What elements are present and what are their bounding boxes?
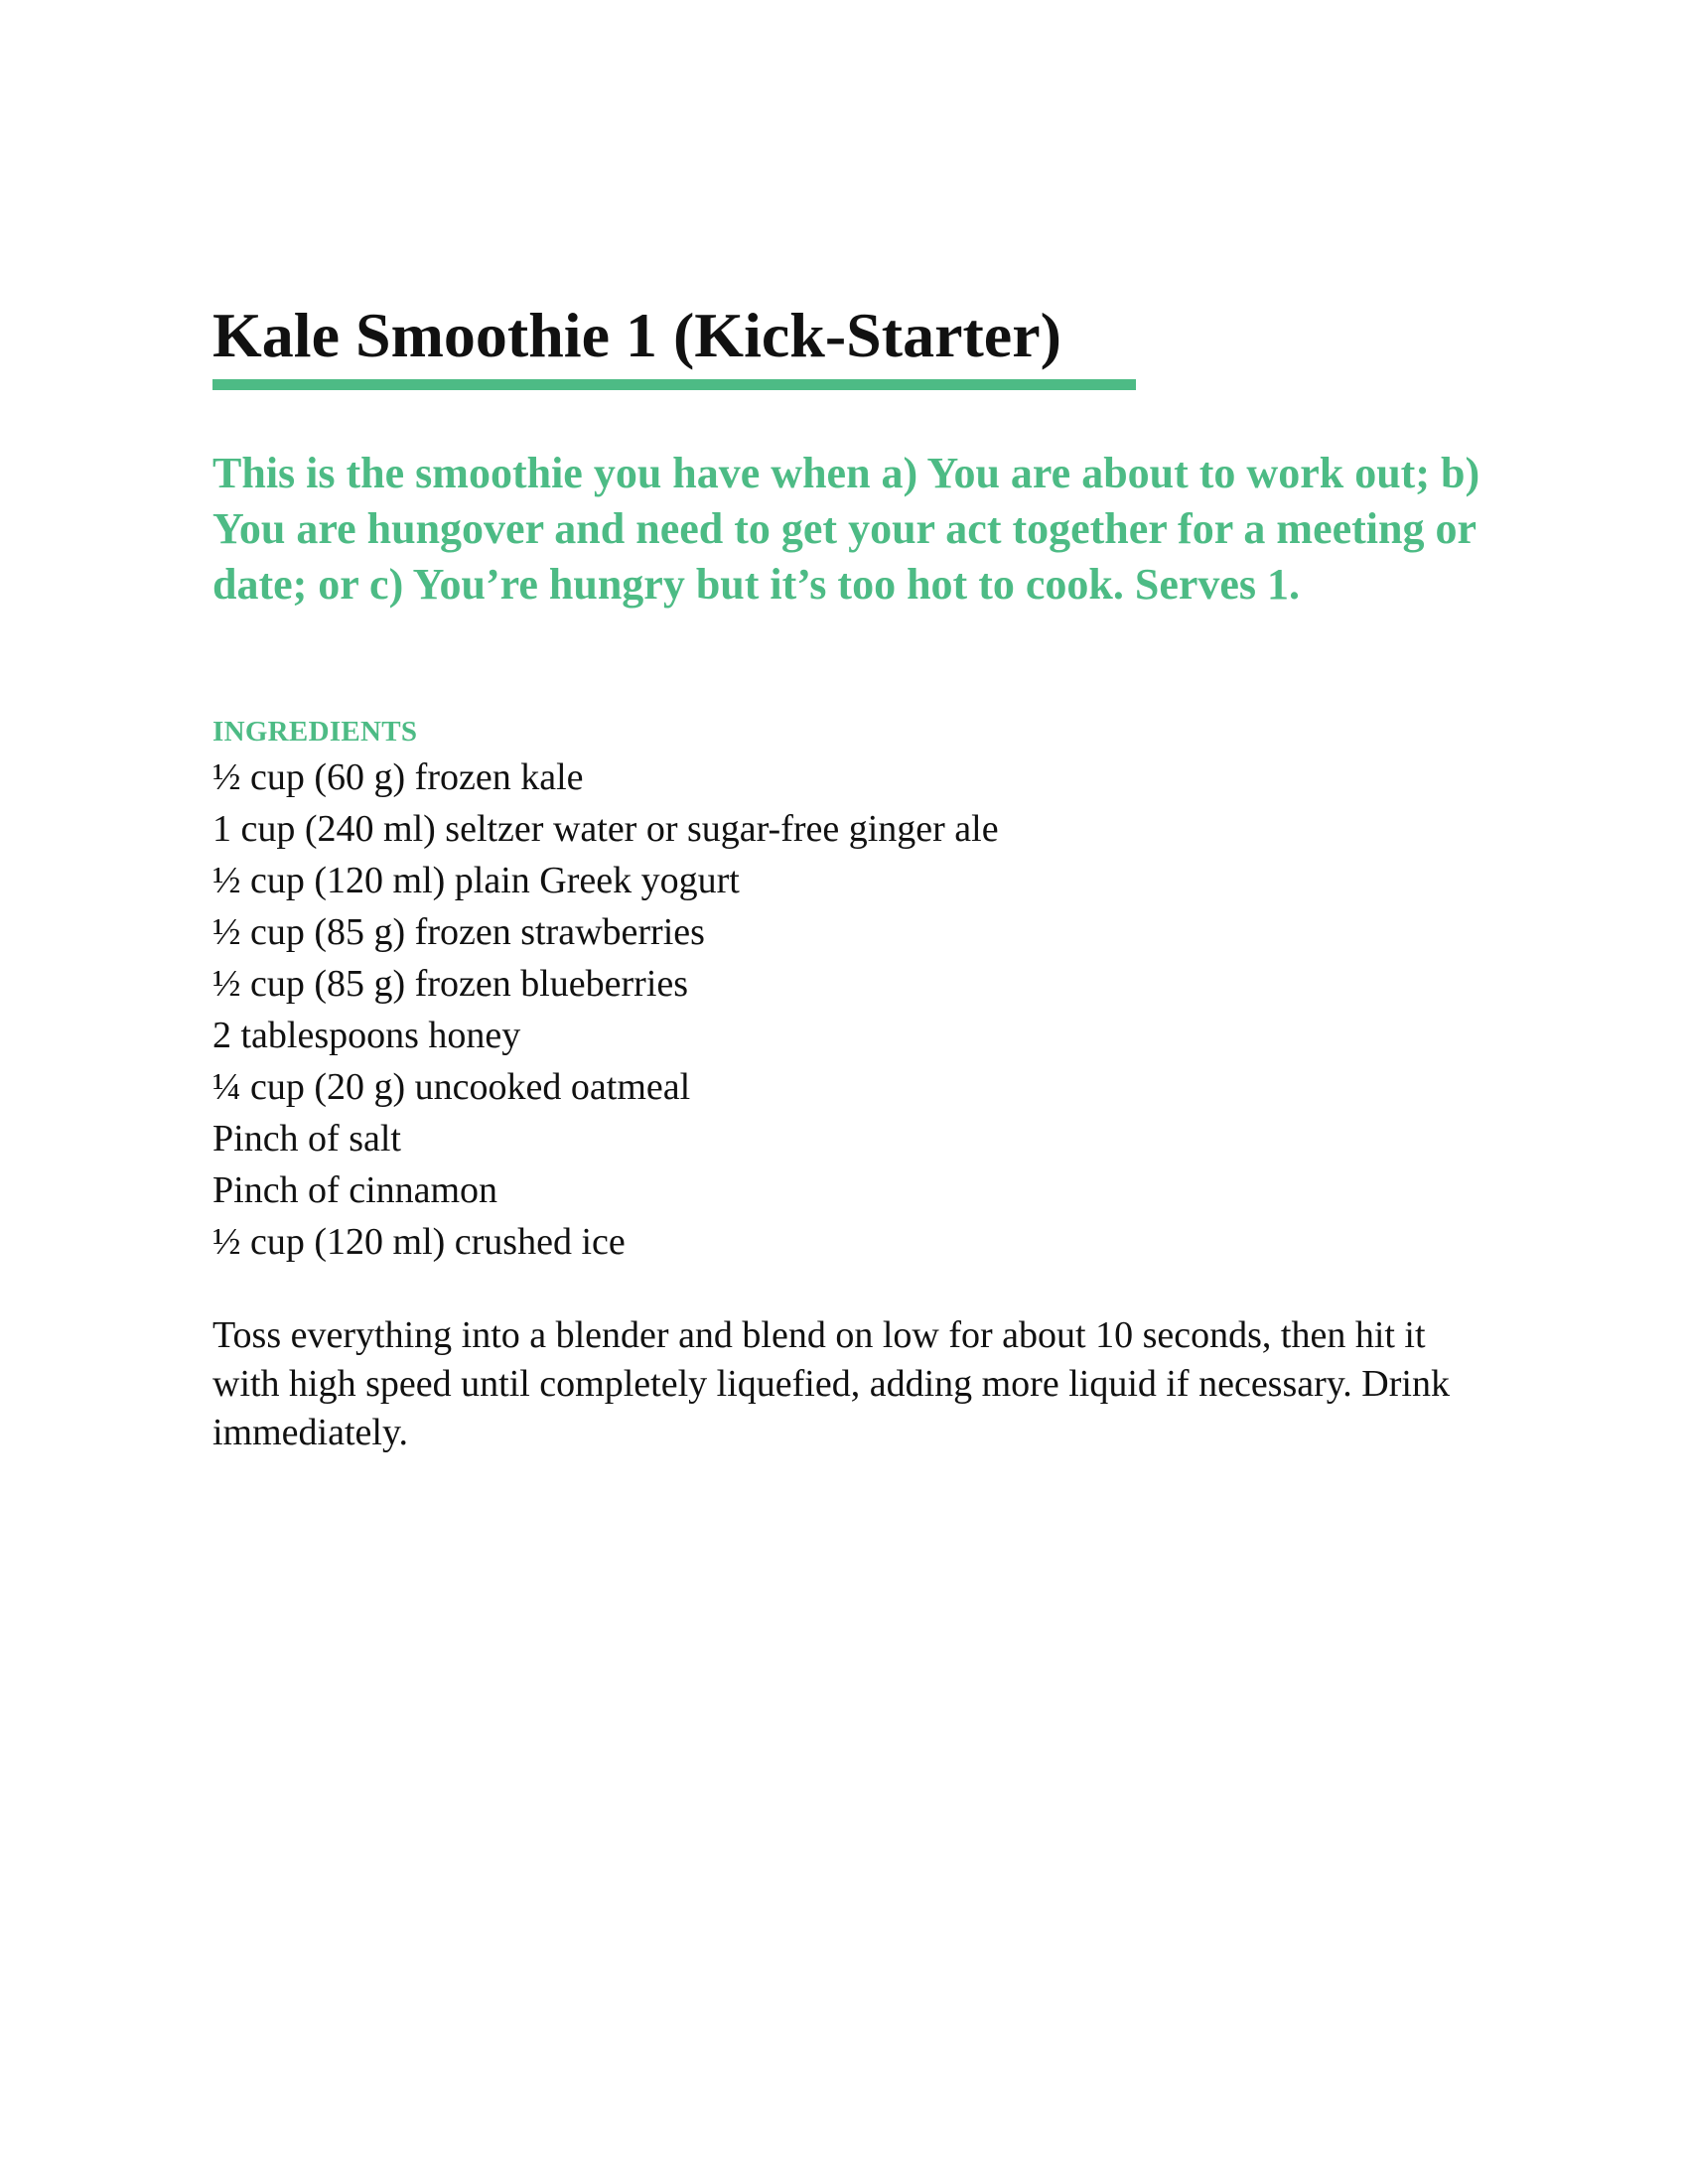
- recipe-directions: Toss everything into a blender and blend on low for about 10 seconds, then hit it with high speed until completely liquefied, adding more liquid if necessary. Drink immediately.: [212, 1314, 1450, 1453]
- ingredient-item: ½ cup (85 g) frozen blueberries: [212, 963, 689, 1005]
- recipe-title: Kale Smoothie 1 (Kick-Starter): [212, 300, 1061, 370]
- ingredient-item: 2 tablespoons honey: [212, 1015, 521, 1056]
- ingredients-list: [212, 751, 1503, 1268]
- ingredient-item: ¼ cup (20 g) uncooked oatmeal: [212, 1066, 691, 1108]
- ingredient-item: ½ cup (85 g) frozen strawberries: [212, 911, 705, 953]
- ingredient-item: 1 cup (240 ml) seltzer water or sugar-free ginger ale: [212, 808, 999, 850]
- ingredient-item: Pinch of cinnamon: [212, 1169, 498, 1211]
- ingredient-item: ½ cup (120 ml) crushed ice: [212, 1221, 626, 1263]
- recipe-intro: This is the smoothie you have when a) You are about to work out; b) You are hungover and need to get your act together for a meeting or date; or c) You’re hungry but it’s too hot to cook. Serves 1.: [212, 449, 1480, 609]
- recipe-page: [212, 298, 1503, 1457]
- ingredient-item: ½ cup (120 ml) plain Greek yogurt: [212, 860, 740, 901]
- title-underline: [212, 379, 1136, 390]
- ingredient-item: ½ cup (60 g) frozen kale: [212, 756, 584, 798]
- ingredient-item: Pinch of salt: [212, 1118, 401, 1160]
- ingredients-heading: INGREDIENTS: [212, 716, 418, 748]
